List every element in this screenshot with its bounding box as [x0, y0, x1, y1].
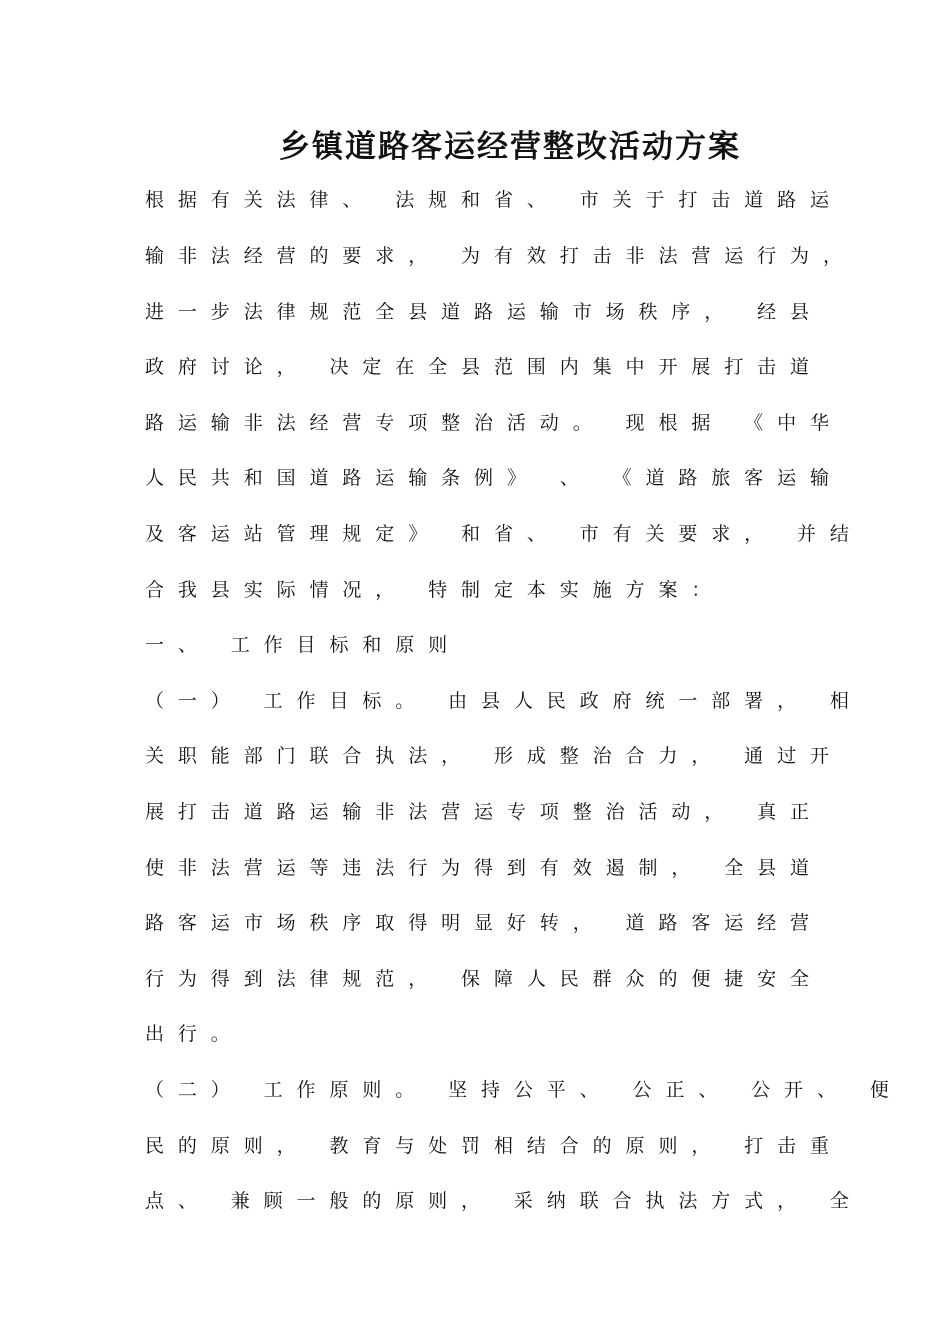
body-line-3: 进一步法律规范全县道路运输市场秩序， 经县 — [145, 301, 823, 323]
document-title: 乡镇道路客运经营整改活动方案 — [279, 129, 741, 165]
body-line-15: 出行。 — [145, 1023, 244, 1045]
body-line-17: 民的原则， 教育与处罚相结合的原则， 打击重 — [145, 1135, 843, 1157]
body-line-5: 路运输非法经营专项整治活动。 现根据 《中华 — [145, 412, 843, 434]
body-line-14: 行为得到法律规范， 保障人民群众的便捷安全 — [145, 968, 823, 990]
body-line-18: 点、 兼顾一般的原则， 采纳联合执法方式， 全 — [145, 1190, 863, 1212]
body-line-11: 展打击道路运输非法营运专项整治活动， 真正 — [145, 801, 823, 823]
body-line-13: 路客运市场秩序取得明显好转， 道路客运经营 — [145, 912, 823, 934]
body-line-16: （二） 工作原则。 坚持公平、 公正、 公开、 便 — [145, 1079, 903, 1101]
body-line-10: 关职能部门联合执法， 形成整治合力， 通过开 — [145, 745, 843, 767]
body-line-2: 输非法经营的要求， 为有效打击非法营运行为， — [145, 245, 856, 267]
body-line-12: 使非法营运等违法行为得到有效遏制， 全县道 — [145, 857, 823, 879]
section-heading-1: 一、 工作目标和原则 — [145, 634, 462, 656]
body-line-6: 人民共和国道路运输条例》 、 《道路旅客运输 — [145, 467, 843, 489]
body-line-7: 及客运站管理规定》 和省、 市有关要求， 并结 — [145, 523, 863, 545]
body-line-4: 政府讨论， 决定在全县范围内集中开展打击道 — [145, 356, 823, 378]
body-line-9: （一） 工作目标。 由县人民政府统一部署， 相 — [145, 690, 863, 712]
body-line-1: 根据有关法律、 法规和省、 市关于打击道路运 — [145, 189, 843, 211]
body-line-8: 合我县实际情况， 特制定本实施方案： — [145, 579, 725, 601]
